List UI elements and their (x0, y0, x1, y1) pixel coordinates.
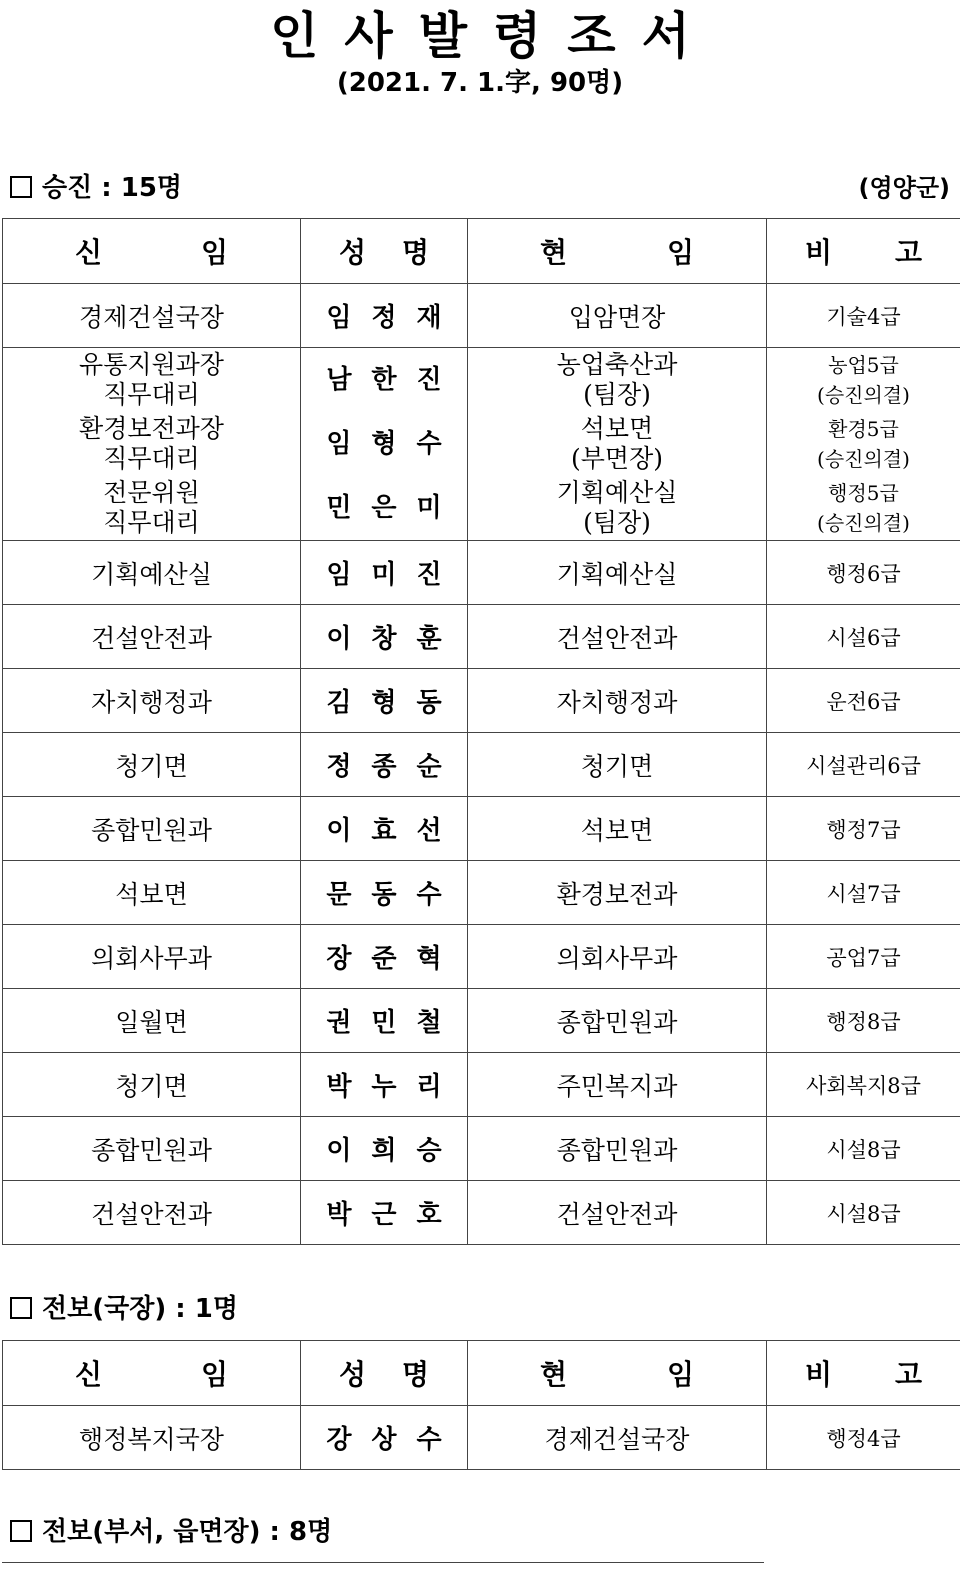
remarks-cell: 행정6급 (767, 541, 960, 605)
table-row (3, 733, 960, 797)
remarks-cell: 행정7급 (767, 797, 960, 861)
table-row (3, 925, 960, 989)
person-name-cell: 정종순 (301, 733, 468, 797)
current-post-cell: 종합민원과 (468, 1117, 767, 1181)
current-post-cell: 농업축산과 (팀장) 석보면 (부면장) 기획예산실 (팀장) (468, 348, 767, 541)
header-name: 성 명 (301, 1341, 468, 1406)
current-post-cell: 석보면 (468, 797, 767, 861)
remarks-cell: 농업5급 (승진의결) 환경5급 (승진의결) 행정5급 (승진의결) (767, 348, 960, 541)
current-post-cell: 청기면 (468, 733, 767, 797)
new-post-cell: 일월면 (3, 989, 301, 1053)
person-name-cell: 이효선 (301, 797, 468, 861)
section-transfer-director-heading (10, 1292, 238, 1326)
person-name-cell: 박근호 (301, 1181, 468, 1245)
remarks-cell: 행정4급 (767, 1406, 960, 1470)
table-row (3, 284, 960, 348)
header-new-post: 신 임 (3, 219, 301, 284)
person-name-cell: 김형동 (301, 669, 468, 733)
current-post-cell: 기획예산실 (468, 541, 767, 605)
table-row (3, 1181, 960, 1245)
current-post-cell: 경제건설국장 (468, 1406, 767, 1470)
table-row (3, 669, 960, 733)
remarks-cell: 공업7급 (767, 925, 960, 989)
remarks-cell: 시설7급 (767, 861, 960, 925)
table-top-border (2, 1562, 764, 1563)
person-name-cell: 임미진 (301, 541, 468, 605)
person-name-cell: 남한진 임형수 민은미 (301, 348, 468, 541)
new-post-cell: 종합민원과 (3, 1117, 301, 1181)
table-header-row (3, 219, 960, 284)
document-title: 인사발령조서 (270, 7, 716, 65)
section-transfer-dept-label: 전보(부서, 읍면장) : 8명 (42, 1517, 333, 1547)
organization-label: (영양군) (858, 174, 950, 202)
current-post-cell: 주민복지과 (468, 1053, 767, 1117)
person-name-cell: 이창훈 (301, 605, 468, 669)
remarks-cell: 시설6급 (767, 605, 960, 669)
new-post-cell: 자치행정과 (3, 669, 301, 733)
new-post-cell: 종합민원과 (3, 797, 301, 861)
section-promotion-heading (10, 171, 182, 205)
header-new-post: 신 임 (3, 1341, 301, 1406)
checkbox-square-icon (10, 176, 32, 198)
section-promotion-label: 승진 : 15명 (42, 173, 183, 203)
current-post-cell: 건설안전과 (468, 605, 767, 669)
current-post-cell: 종합민원과 (468, 989, 767, 1053)
person-name-cell: 이희승 (301, 1117, 468, 1181)
table-row (3, 1406, 960, 1470)
section-transfer-dept-heading (10, 1515, 332, 1549)
header-remarks: 비 고 (767, 1341, 960, 1406)
person-name-cell: 임정재 (301, 284, 468, 348)
current-post-cell: 환경보전과 (468, 861, 767, 925)
table-row (3, 797, 960, 861)
header-current-post: 현 임 (468, 219, 767, 284)
new-post-cell: 경제건설국장 (3, 284, 301, 348)
current-post-cell: 자치행정과 (468, 669, 767, 733)
person-name-cell: 강상수 (301, 1406, 468, 1470)
new-post-cell: 건설안전과 (3, 1181, 301, 1245)
table-row (3, 1117, 960, 1181)
remarks-cell: 행정8급 (767, 989, 960, 1053)
new-post-cell: 석보면 (3, 861, 301, 925)
person-name-cell: 장준혁 (301, 925, 468, 989)
current-post-cell: 건설안전과 (468, 1181, 767, 1245)
table-header-row (3, 1341, 960, 1406)
new-post-cell: 청기면 (3, 1053, 301, 1117)
table-row (3, 541, 960, 605)
table-row (3, 1053, 960, 1117)
document-subtitle: (2021. 7. 1.字, 90명) (336, 68, 624, 98)
person-name-cell: 박누리 (301, 1053, 468, 1117)
remarks-cell: 운전6급 (767, 669, 960, 733)
section-transfer-director-label: 전보(국장) : 1명 (42, 1294, 238, 1324)
transfer-director-table (2, 1340, 960, 1470)
new-post-cell: 청기면 (3, 733, 301, 797)
remarks-cell: 시설8급 (767, 1117, 960, 1181)
checkbox-square-icon (10, 1520, 32, 1542)
table-row (3, 605, 960, 669)
remarks-cell: 사회복지8급 (767, 1053, 960, 1117)
checkbox-square-icon (10, 1297, 32, 1319)
header-remarks: 비 고 (767, 219, 960, 284)
header-name: 성 명 (301, 219, 468, 284)
new-post-cell: 건설안전과 (3, 605, 301, 669)
new-post-cell: 행정복지국장 (3, 1406, 301, 1470)
current-post-cell: 입암면장 (468, 284, 767, 348)
promotion-table (2, 218, 960, 1245)
header-current-post: 현 임 (468, 1341, 767, 1406)
new-post-cell: 기획예산실 (3, 541, 301, 605)
current-post-cell: 의회사무과 (468, 925, 767, 989)
person-name-cell: 문동수 (301, 861, 468, 925)
remarks-cell: 시설관리6급 (767, 733, 960, 797)
table-row-multi (3, 348, 960, 541)
person-name-cell: 권민철 (301, 989, 468, 1053)
new-post-cell: 의회사무과 (3, 925, 301, 989)
table-row (3, 861, 960, 925)
remarks-cell: 시설8급 (767, 1181, 960, 1245)
table-row (3, 989, 960, 1053)
remarks-cell: 기술4급 (767, 284, 960, 348)
new-post-cell: 유통지원과장 직무대리 환경보전과장 직무대리 전문위원 직무대리 (3, 348, 301, 541)
